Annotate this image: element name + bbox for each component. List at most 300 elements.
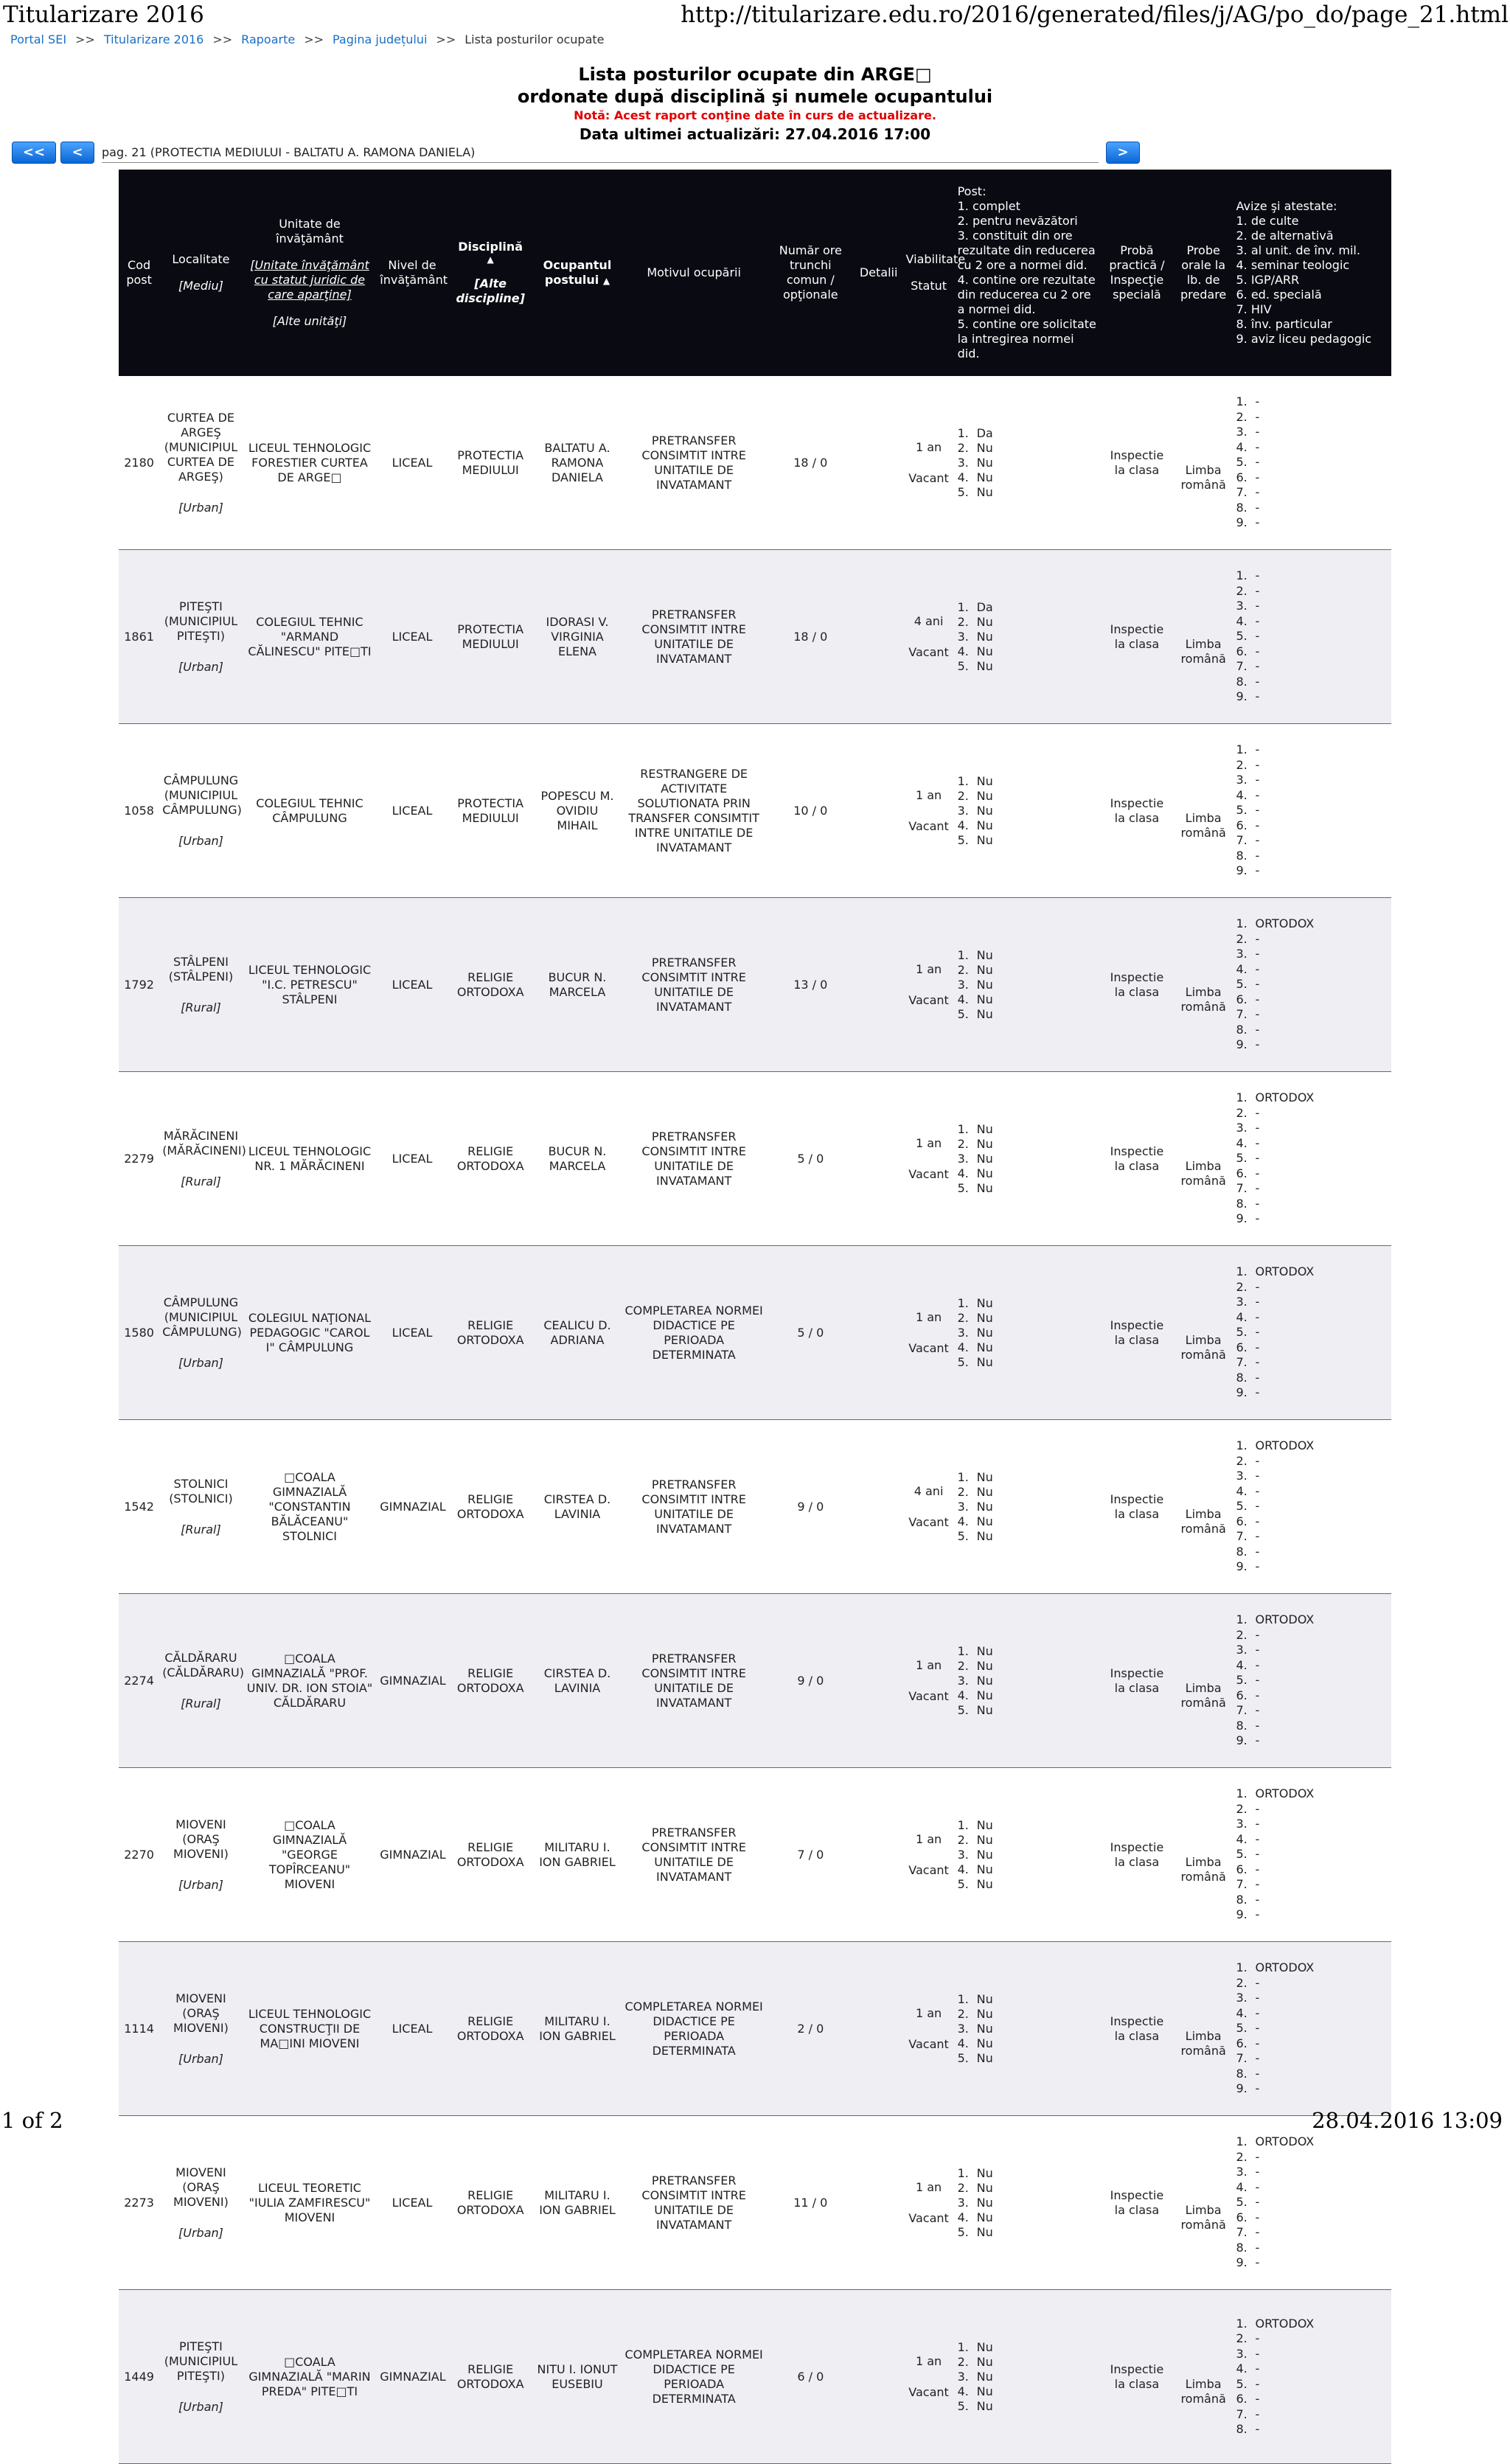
cell-proba: Inspectie la clasa [1100, 1420, 1174, 1594]
aviz-item [1236, 1484, 1388, 1500]
post-item [958, 2036, 1097, 2051]
aviz-item [1236, 1007, 1388, 1023]
cell-limba: Limba română [1174, 1246, 1234, 1420]
cell-ocupant: IDORASI V. VIRGINIA ELENA [534, 550, 622, 724]
item-number: 2. [1236, 1453, 1248, 1468]
cell-unitate: COLEGIUL TEHNIC CÂMPULUNG [243, 724, 378, 898]
cell-disciplina: RELIGIE ORTODOXA [448, 2290, 534, 2464]
aviz-item [1236, 932, 1388, 947]
aviz-value: - [1255, 2005, 1260, 2020]
item-number: 8. [1236, 500, 1248, 515]
cell-disciplina: PROTECTIA MEDIULUI [448, 550, 534, 724]
localitate-name: CURTEA DE ARGEŞ (MUNICIPIUL CURTEA DE ARGEŞ) [164, 410, 238, 484]
item-number: 5. [1236, 2195, 1248, 2210]
next-page-button[interactable]: > [1106, 142, 1140, 164]
aviz-item [1236, 675, 1388, 690]
cell-avize [1233, 1246, 1391, 1420]
item-number: 6. [1236, 818, 1248, 832]
pager [12, 142, 1140, 165]
post-value: Nu [976, 1991, 993, 2006]
print-header [0, 0, 1510, 29]
header-unitate-link[interactable]: [Unitate învăţământ cu statut juridic de care aparţine] [250, 258, 369, 302]
cell-avize [1233, 1942, 1391, 2116]
item-number: 8. [1236, 674, 1248, 689]
post-value: Nu [976, 1499, 993, 1514]
aviz-item [1236, 1181, 1388, 1197]
post-value: Nu [976, 1136, 993, 1151]
table-header-row [119, 170, 1391, 376]
post-item [958, 1848, 1097, 1862]
aviz-item [1236, 410, 1388, 425]
item-number: 5. [957, 1354, 969, 1369]
item-number: 5. [1236, 629, 1248, 644]
post-value: Nu [976, 1673, 993, 1688]
post-item [958, 2166, 1097, 2181]
cell-nivel: LICEAL [377, 2116, 448, 2290]
cell-nivel: GIMNAZIAL [377, 2290, 448, 2464]
aviz-item [1236, 2165, 1388, 2180]
aviz-item [1236, 659, 1388, 675]
aviz-item [1236, 1991, 1388, 2006]
item-number: 4. [957, 1688, 969, 1702]
item-number: 4. [1236, 961, 1248, 976]
aviz-value: - [1255, 1862, 1260, 1876]
localitate-name: MIOVENI (ORAŞ MIOVENI) [173, 2165, 229, 2209]
header-unitate [243, 170, 378, 376]
item-number: 1. [957, 1121, 969, 1136]
table-row [119, 1246, 1391, 1420]
item-number: 4. [957, 992, 969, 1006]
aviz-value: - [1255, 2225, 1260, 2240]
aviz-value: - [1255, 2036, 1260, 2050]
cell-disciplina: RELIGIE ORTODOXA [448, 1942, 534, 2116]
aviz-item [1236, 916, 1388, 932]
item-number: 7. [1236, 2225, 1248, 2240]
item-number: 9. [1236, 2081, 1248, 2096]
post-value: Nu [976, 1847, 993, 1862]
aviz-value: - [1255, 2362, 1260, 2376]
item-number: 5. [957, 2224, 969, 2239]
cell-nivel: LICEAL [377, 376, 448, 550]
cell-motiv: PRETRANSFER CONSIMTIT INTRE UNITATILE DE INVATAMANT [621, 898, 766, 1072]
aviz-item [1236, 1264, 1388, 1280]
aviz-value: - [1255, 2376, 1260, 2391]
post-item [958, 470, 1097, 485]
item-number: 4. [1236, 2362, 1248, 2376]
item-number: 6. [1236, 470, 1248, 484]
post-item [958, 426, 1097, 441]
cell-post [955, 724, 1100, 898]
cell-proba: Inspectie la clasa [1100, 898, 1174, 1072]
item-number: 9. [1236, 1907, 1248, 1922]
item-number: 2. [957, 2180, 969, 2195]
cell-avize [1233, 724, 1391, 898]
post-value: Nu [976, 1151, 993, 1166]
item-number: 6. [1236, 992, 1248, 1006]
aviz-value: - [1255, 1877, 1260, 1892]
aviz-item [1236, 1907, 1388, 1923]
header-post-item: 4. contine ore rezultate din reducerea cu 2 ore a normei did. [957, 273, 1096, 316]
cell-unitate: □COALA GIMNAZIALĂ "GEORGE TOPÎRCEANU" MIOVENI [243, 1768, 378, 1942]
item-number: 3. [1236, 1991, 1248, 2005]
cell-proba: Inspectie la clasa [1100, 1246, 1174, 1420]
post-value: Nu [976, 803, 993, 818]
cell-limba: Limba română [1174, 724, 1234, 898]
header-mediu: [Mediu] [178, 279, 223, 293]
table-row [119, 724, 1391, 898]
aviz-value: - [1255, 757, 1260, 772]
item-number: 9. [1236, 1211, 1248, 1226]
cell-limba: Limba română [1174, 2290, 1234, 2464]
cell-post [955, 1942, 1100, 2116]
aviz-item [1236, 1499, 1388, 1514]
avize-list [1236, 1786, 1388, 1923]
aviz-item [1236, 1673, 1388, 1688]
post-value: Nu [976, 1006, 993, 1021]
aviz-value: - [1255, 1483, 1260, 1498]
item-number: 6. [1236, 1166, 1248, 1180]
localitate-name: CÂMPULUNG (MUNICIPIUL CÂMPULUNG) [162, 773, 242, 817]
post-value: Nu [976, 1166, 993, 1180]
aviz-item [1236, 833, 1388, 849]
cell-unitate: LICEUL TEHNOLOGIC "I.C. PETRESCU" STÂLPENI [243, 898, 378, 1072]
post-list [958, 1992, 1097, 2066]
post-item [958, 2210, 1097, 2225]
aviz-item [1236, 1733, 1388, 1749]
item-number: 4. [957, 2384, 969, 2398]
statut-value: Vacant [908, 1688, 949, 1703]
post-value: Nu [976, 2369, 993, 2384]
cell-avize [1233, 1420, 1391, 1594]
cell-viabilitate [903, 1768, 955, 1942]
aviz-value: - [1255, 2066, 1260, 2081]
aviz-value: - [1255, 1469, 1260, 1483]
cell-proba: Inspectie la clasa [1100, 1594, 1174, 1768]
viabilitate-value: 1 an [915, 1831, 942, 1846]
viabilitate-value: 1 an [915, 787, 942, 802]
aviz-item [1236, 977, 1388, 992]
aviz-value: - [1255, 409, 1260, 424]
post-item [958, 1514, 1097, 1529]
header-disciplina[interactable] [448, 170, 534, 376]
item-number: 3. [1236, 2165, 1248, 2179]
post-item [958, 2399, 1097, 2414]
mediu-label: [Urban] [178, 1355, 223, 1370]
item-number: 4. [1236, 1483, 1248, 1498]
cell-motiv: PRETRANSFER CONSIMTIT INTRE UNITATILE DE INVATAMANT [621, 1072, 766, 1246]
aviz-item [1236, 1786, 1388, 1802]
cell-proba: Inspectie la clasa [1100, 1072, 1174, 1246]
aviz-item [1236, 1106, 1388, 1121]
aviz-value: - [1255, 787, 1260, 802]
aviz-item [1236, 2225, 1388, 2241]
aviz-value: - [1255, 1166, 1260, 1180]
aviz-value: - [1255, 425, 1260, 439]
post-item [958, 630, 1097, 644]
item-number: 1. [1236, 742, 1248, 757]
aviz-value: - [1255, 2165, 1260, 2179]
aviz-item [1236, 394, 1388, 410]
viabilitate-value: 1 an [915, 2005, 942, 2020]
localitate-name: PITEŞTI (MUNICIPIUL PITEŞTI) [164, 599, 238, 643]
item-number: 5. [1236, 1325, 1248, 1340]
cell-localitate [159, 1246, 243, 1420]
header-avize-item: 9. aviz liceu pedagogic [1236, 332, 1372, 346]
cell-post [955, 898, 1100, 1072]
header-ocupant-label: Ocupantul postului [543, 257, 612, 287]
post-item [958, 789, 1097, 804]
item-number: 5. [957, 1180, 969, 1195]
post-item [958, 833, 1097, 848]
cell-ore: 5 / 0 [767, 1246, 855, 1420]
item-number: 6. [1236, 2210, 1248, 2224]
aviz-item [1236, 2317, 1388, 2332]
post-item [958, 1818, 1097, 1833]
post-value: Nu [976, 1832, 993, 1847]
post-item [958, 1326, 1097, 1340]
aviz-item [1236, 440, 1388, 456]
cell-motiv: PRETRANSFER CONSIMTIT INTRE UNITATILE DE INVATAMANT [621, 1594, 766, 1768]
viabilitate-value: 1 an [915, 1309, 942, 1324]
post-item [958, 1644, 1097, 1659]
mediu-label: [Rural] [181, 1174, 221, 1189]
post-item [958, 1311, 1097, 1326]
aviz-item [1236, 863, 1388, 879]
viabilitate-value: 1 an [915, 1657, 942, 1672]
post-value: Nu [976, 832, 993, 847]
item-number: 1. [1236, 2316, 1248, 2331]
aviz-item [1236, 742, 1388, 758]
header-viabilitate [903, 170, 966, 376]
cell-ore: 6 / 0 [767, 2290, 855, 2464]
aviz-item [1236, 599, 1388, 614]
post-item [958, 2225, 1097, 2240]
item-number: 4. [957, 644, 969, 658]
aviz-value: - [1255, 1340, 1260, 1354]
aviz-item [1236, 1658, 1388, 1674]
post-item [958, 1659, 1097, 1674]
item-number: 5. [957, 1876, 969, 1891]
breadcrumb-link-portal[interactable]: Portal SEI [10, 32, 67, 46]
cell-cod: 1542 [119, 1420, 159, 1594]
viabilitate-value: 4 ani [914, 613, 944, 628]
aviz-item [1236, 1136, 1388, 1152]
aviz-item [1236, 1037, 1388, 1053]
cell-nivel: LICEAL [377, 550, 448, 724]
post-value: Da [976, 599, 993, 614]
item-number: 5. [1236, 2021, 1248, 2036]
cell-viabilitate [903, 376, 955, 550]
item-number: 1. [1236, 2134, 1248, 2149]
aviz-item [1236, 1688, 1388, 1704]
cell-disciplina: PROTECTIA MEDIULUI [448, 724, 534, 898]
item-number: 8. [1236, 1022, 1248, 1037]
breadcrumb-link-rapoarte[interactable]: Rapoarte [241, 32, 296, 46]
item-number: 2. [957, 1658, 969, 1673]
item-number: 2. [1236, 409, 1248, 424]
post-list [958, 1818, 1097, 1892]
cell-detalii [855, 1942, 903, 2116]
aviz-item [1236, 849, 1388, 864]
table-row [119, 1420, 1391, 1594]
item-number: 5. [957, 2398, 969, 2413]
aviz-item [1236, 788, 1388, 804]
breadcrumb-link-judet[interactable]: Pagina județului [333, 32, 428, 46]
header-post-item: 1. complet [957, 199, 1020, 213]
viabilitate-value: 1 an [915, 439, 942, 454]
aviz-value: - [1255, 515, 1260, 530]
aviz-item [1236, 1559, 1388, 1575]
aviz-value: - [1255, 1657, 1260, 1672]
cell-avize [1233, 898, 1391, 1072]
cell-ore: 18 / 0 [767, 376, 855, 550]
avize-list [1236, 568, 1388, 705]
aviz-value: - [1255, 803, 1260, 818]
post-item [958, 1833, 1097, 1848]
item-number: 4. [957, 1514, 969, 1528]
aviz-item [1236, 1325, 1388, 1340]
aviz-value: - [1255, 1211, 1260, 1226]
mediu-label: [Rural] [181, 1696, 221, 1710]
avize-list [1236, 2317, 1388, 2437]
cell-post [955, 2290, 1100, 2464]
item-number: 5. [1236, 803, 1248, 818]
post-item [958, 804, 1097, 818]
print-timestamp: 28.04.2016 13:09 [1312, 2108, 1503, 2133]
post-item [958, 1137, 1097, 1152]
item-number: 1. [1236, 1264, 1248, 1279]
mediu-label: [Urban] [178, 659, 223, 674]
post-item [958, 2181, 1097, 2196]
item-number: 1. [957, 1643, 969, 1658]
breadcrumb-separator: >> [304, 32, 324, 46]
item-number: 5. [1236, 1847, 1248, 1862]
statut-value: Vacant [908, 2384, 949, 2399]
aviz-item [1236, 962, 1388, 978]
cell-avize [1233, 2116, 1391, 2290]
breadcrumb-link-titularizare[interactable]: Titularizare 2016 [103, 32, 204, 46]
item-number: 7. [1236, 1703, 1248, 1718]
avize-list [1236, 1264, 1388, 1401]
cell-unitate: □COALA GIMNAZIALĂ "PROF. UNIV. DR. ION STOIA" CĂLDĂRARU [243, 1594, 378, 1768]
aviz-item [1236, 2051, 1388, 2067]
post-value: Nu [976, 1325, 993, 1340]
item-number: 3. [957, 2021, 969, 2036]
localitate-name: STOLNICI (STOLNICI) [169, 1476, 233, 1506]
post-value: Nu [976, 2339, 993, 2354]
cell-viabilitate [903, 1072, 955, 1246]
aviz-value: - [1255, 1295, 1260, 1309]
post-item [958, 1485, 1097, 1500]
aviz-value: - [1255, 1801, 1260, 1816]
item-number: 2. [1236, 931, 1248, 946]
table-row [119, 898, 1391, 1072]
item-number: 4. [957, 818, 969, 832]
cell-ore: 5 / 0 [767, 1072, 855, 1246]
aviz-item [1236, 501, 1388, 516]
item-number: 6. [1236, 2036, 1248, 2050]
item-number: 2. [957, 1310, 969, 1325]
aviz-item [1236, 1090, 1388, 1106]
post-value: Nu [976, 2036, 993, 2050]
item-number: 2. [1236, 1627, 1248, 1642]
aviz-value: - [1255, 848, 1260, 863]
localitate-name: MIOVENI (ORAŞ MIOVENI) [173, 1991, 229, 2035]
cell-proba: Inspectie la clasa [1100, 724, 1174, 898]
cell-localitate [159, 2116, 243, 2290]
cell-limba: Limba română [1174, 1942, 1234, 2116]
cell-localitate [159, 1420, 243, 1594]
item-number: 3. [957, 977, 969, 992]
aviz-value: - [1255, 833, 1260, 848]
aviz-item [1236, 1211, 1388, 1227]
post-item [958, 1862, 1097, 1877]
cell-disciplina: PROTECTIA MEDIULUI [448, 376, 534, 550]
cell-ore: 2 / 0 [767, 1942, 855, 2116]
cell-viabilitate [903, 1942, 955, 2116]
aviz-value: - [1255, 583, 1260, 598]
item-number: 3. [957, 1499, 969, 1514]
item-number: 5. [1236, 1673, 1248, 1688]
item-number: 3. [1236, 1295, 1248, 1309]
cell-disciplina: RELIGIE ORTODOXA [448, 1246, 534, 1420]
post-item [958, 615, 1097, 630]
aviz-value: - [1255, 773, 1260, 787]
prev-page-button[interactable]: < [60, 142, 94, 164]
post-item [958, 1470, 1097, 1485]
item-number: 2. [1236, 1975, 1248, 1990]
header-avize [1233, 170, 1391, 376]
cell-ocupant: NITU I. IONUT EUSEBIU [534, 2290, 622, 2464]
viabilitate-value: 1 an [915, 2179, 942, 2194]
cell-unitate: LICEUL TEORETIC "IULIA ZAMFIRESCU" MIOVENI [243, 2116, 378, 2290]
cell-proba: Inspectie la clasa [1100, 376, 1174, 550]
post-item [958, 1152, 1097, 1166]
aviz-value: - [1255, 659, 1260, 674]
cell-cod: 1792 [119, 898, 159, 1072]
post-value: Nu [976, 1484, 993, 1499]
item-number: 8. [1236, 1892, 1248, 1907]
item-number: 9. [1236, 863, 1248, 878]
aviz-value: - [1255, 961, 1260, 976]
aviz-value: - [1255, 1907, 1260, 1922]
aviz-value: - [1255, 1279, 1260, 1294]
post-item [958, 2384, 1097, 2399]
cell-limba: Limba română [1174, 1768, 1234, 1942]
post-value: Nu [976, 2006, 993, 2021]
cell-avize [1233, 2290, 1391, 2464]
item-number: 7. [1236, 1181, 1248, 1196]
first-page-button[interactable]: << [12, 142, 56, 164]
cell-post [955, 1594, 1100, 1768]
table-row [119, 2290, 1391, 2464]
cell-ocupant: CIRSTEA D. LAVINIA [534, 1420, 622, 1594]
statut-value: Vacant [908, 2036, 949, 2051]
aviz-value: - [1255, 1831, 1260, 1846]
avize-list [1236, 1960, 1388, 2097]
cell-proba: Inspectie la clasa [1100, 2116, 1174, 2290]
sort-asc-icon: ▲ [602, 275, 610, 286]
post-value: Nu [976, 629, 993, 644]
item-number: 8. [1236, 1544, 1248, 1559]
aviz-value: - [1255, 568, 1260, 583]
report-title: Lista posturilor ocupate din ARGE□ [578, 64, 932, 85]
aviz-value: - [1255, 1688, 1260, 1702]
header-ocupant[interactable] [534, 170, 622, 376]
aviz-item [1236, 2006, 1388, 2022]
sort-asc-icon: ▲ [487, 254, 494, 265]
header-avize-item: 8. înv. particular [1236, 317, 1332, 331]
